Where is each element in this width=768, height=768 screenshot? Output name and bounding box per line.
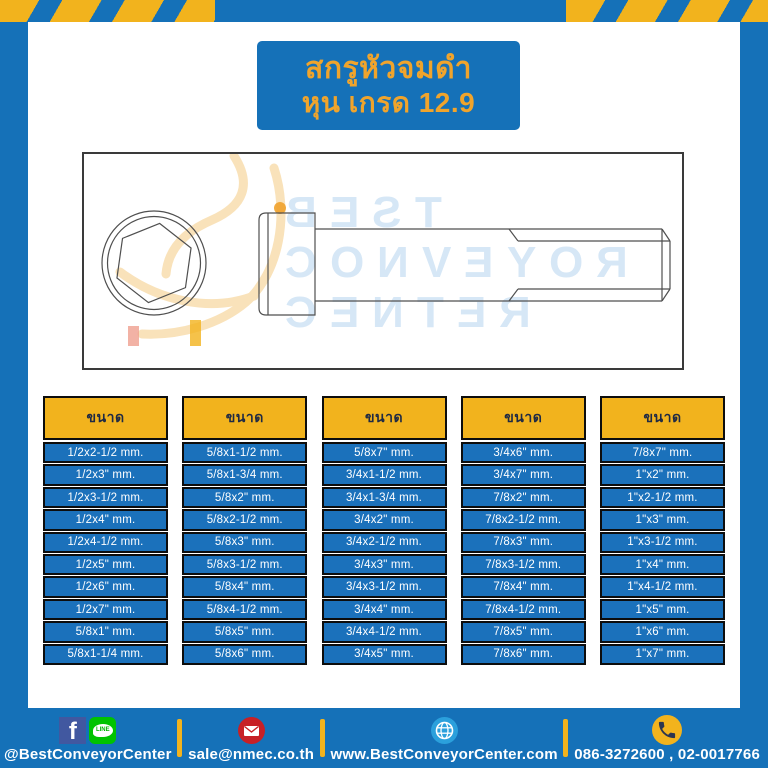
footer-social-group bbox=[4, 713, 172, 763]
size-cell: 5/8x5" mm. bbox=[182, 621, 307, 642]
footer-phone-group bbox=[574, 713, 760, 763]
size-cell: 7/8x3" mm. bbox=[461, 532, 586, 553]
line-bubble: LINE bbox=[93, 724, 113, 737]
size-cell: 3/4x3-1/2 mm. bbox=[322, 576, 447, 597]
size-table-4 bbox=[461, 396, 586, 665]
hazard-stripes-right bbox=[566, 0, 768, 22]
hazard-stripes-left bbox=[0, 0, 215, 22]
size-cell: 3/4x7" mm. bbox=[461, 464, 586, 485]
footer-social-icons bbox=[59, 715, 116, 745]
size-cell: 1"x4-1/2 mm. bbox=[600, 576, 725, 597]
watermark-line: BEST bbox=[272, 188, 442, 237]
product-title-box bbox=[257, 41, 520, 130]
size-cell: 7/8x6" mm. bbox=[461, 644, 586, 665]
size-cell: 1/2x7" mm. bbox=[43, 599, 168, 620]
size-cell: 7/8x7" mm. bbox=[600, 442, 725, 463]
size-cell: 5/8x1" mm. bbox=[43, 621, 168, 642]
size-table-body bbox=[600, 442, 725, 665]
facebook-icon bbox=[59, 717, 86, 744]
size-table-body bbox=[461, 442, 586, 665]
size-table-header: ขนาด bbox=[600, 396, 725, 440]
size-cell: 1/2x2-1/2 mm. bbox=[43, 442, 168, 463]
size-cell: 3/4x1-3/4 mm. bbox=[322, 487, 447, 508]
size-cell: 5/8x1-3/4 mm. bbox=[182, 464, 307, 485]
size-cell: 5/8x1-1/2 mm. bbox=[182, 442, 307, 463]
size-cell: 1/2x3-1/2 mm. bbox=[43, 487, 168, 508]
size-cell: 5/8x2" mm. bbox=[182, 487, 307, 508]
size-cell: 5/8x4-1/2 mm. bbox=[182, 599, 307, 620]
facebook-letter: f bbox=[68, 717, 77, 744]
footer-website-group bbox=[331, 713, 558, 763]
size-cell: 7/8x2-1/2 mm. bbox=[461, 509, 586, 530]
size-cell: 1"x7" mm. bbox=[600, 644, 725, 665]
size-table-header: ขนาด bbox=[43, 396, 168, 440]
footer-email-group bbox=[188, 713, 314, 763]
size-cell: 1"x5" mm. bbox=[600, 599, 725, 620]
size-table-header: ขนาด bbox=[461, 396, 586, 440]
size-table-header: ขนาด bbox=[182, 396, 307, 440]
watermark-line: CENTER bbox=[272, 288, 531, 338]
size-cell: 5/8x7" mm. bbox=[322, 442, 447, 463]
size-cell: 3/4x2-1/2 mm. bbox=[322, 532, 447, 553]
size-cell: 5/8x3" mm. bbox=[182, 532, 307, 553]
size-table-1 bbox=[43, 396, 168, 665]
size-cell: 3/4x4-1/2 mm. bbox=[322, 621, 447, 642]
product-title-line2: หุน เกรด 12.9 bbox=[301, 86, 476, 118]
size-cell: 3/4x4" mm. bbox=[322, 599, 447, 620]
footer-divider bbox=[320, 719, 325, 757]
size-table-body bbox=[182, 442, 307, 665]
size-table-body bbox=[43, 442, 168, 665]
size-table-header: ขนาด bbox=[322, 396, 447, 440]
size-table-3 bbox=[322, 396, 447, 665]
size-cell: 1/2x4" mm. bbox=[43, 509, 168, 530]
hex-socket bbox=[114, 219, 194, 308]
footer-divider bbox=[563, 719, 568, 757]
footer-social-handle: @BestConveyorCenter bbox=[4, 746, 172, 763]
mail-icon bbox=[238, 717, 265, 744]
size-cell: 7/8x4" mm. bbox=[461, 576, 586, 597]
footer-divider bbox=[177, 719, 182, 757]
right-border bbox=[740, 22, 768, 708]
size-cell: 3/4x3" mm. bbox=[322, 554, 447, 575]
size-cell: 1"x2-1/2 mm. bbox=[600, 487, 725, 508]
size-cell: 5/8x6" mm. bbox=[182, 644, 307, 665]
footer-email: sale@nmec.co.th bbox=[188, 746, 315, 763]
size-cell: 7/8x4-1/2 mm. bbox=[461, 599, 586, 620]
size-cell: 1/2x6" mm. bbox=[43, 576, 168, 597]
footer-contact-bar bbox=[0, 708, 768, 768]
size-cell: 1"x4" mm. bbox=[600, 554, 725, 575]
size-cell: 5/8x1-1/4 mm. bbox=[43, 644, 168, 665]
size-cell: 3/4x1-1/2 mm. bbox=[322, 464, 447, 485]
size-table-5 bbox=[600, 396, 725, 665]
size-tables bbox=[43, 396, 725, 665]
top-hazard-bar bbox=[0, 0, 768, 22]
size-table-body bbox=[322, 442, 447, 665]
size-cell: 1"x2" mm. bbox=[600, 464, 725, 485]
head-outer-circle bbox=[102, 211, 206, 315]
size-cell: 7/8x5" mm. bbox=[461, 621, 586, 642]
size-cell: 5/8x2-1/2 mm. bbox=[182, 509, 307, 530]
size-cell: 7/8x2" mm. bbox=[461, 487, 586, 508]
globe-icon bbox=[431, 717, 458, 744]
size-cell: 5/8x3-1/2 mm. bbox=[182, 554, 307, 575]
size-cell: 5/8x4" mm. bbox=[182, 576, 307, 597]
footer-website: www.BestConveyorCenter.com bbox=[330, 746, 558, 763]
head-chamfer-circle bbox=[108, 217, 201, 310]
size-table-2 bbox=[182, 396, 307, 665]
phone-icon bbox=[652, 715, 682, 745]
watermark-line: CONVEYOR bbox=[272, 238, 628, 288]
screw-lineart bbox=[84, 154, 682, 368]
left-border bbox=[0, 22, 28, 708]
size-cell: 3/4x2" mm. bbox=[322, 509, 447, 530]
size-cell: 1"x3-1/2 mm. bbox=[600, 532, 725, 553]
size-cell: 1/2x4-1/2 mm. bbox=[43, 532, 168, 553]
size-cell: 3/4x6" mm. bbox=[461, 442, 586, 463]
size-cell: 1/2x3" mm. bbox=[43, 464, 168, 485]
size-cell: 1/2x5" mm. bbox=[43, 554, 168, 575]
size-cell: 1"x6" mm. bbox=[600, 621, 725, 642]
size-cell: 1"x3" mm. bbox=[600, 509, 725, 530]
footer-phones: 086-3272600 , 02-0017766 bbox=[574, 746, 760, 763]
size-cell: 7/8x3-1/2 mm. bbox=[461, 554, 586, 575]
line-icon bbox=[89, 717, 116, 744]
product-title-line1: สกรูหัวจมดำ bbox=[305, 52, 472, 86]
size-cell: 3/4x5" mm. bbox=[322, 644, 447, 665]
screw-technical-drawing bbox=[82, 152, 684, 370]
